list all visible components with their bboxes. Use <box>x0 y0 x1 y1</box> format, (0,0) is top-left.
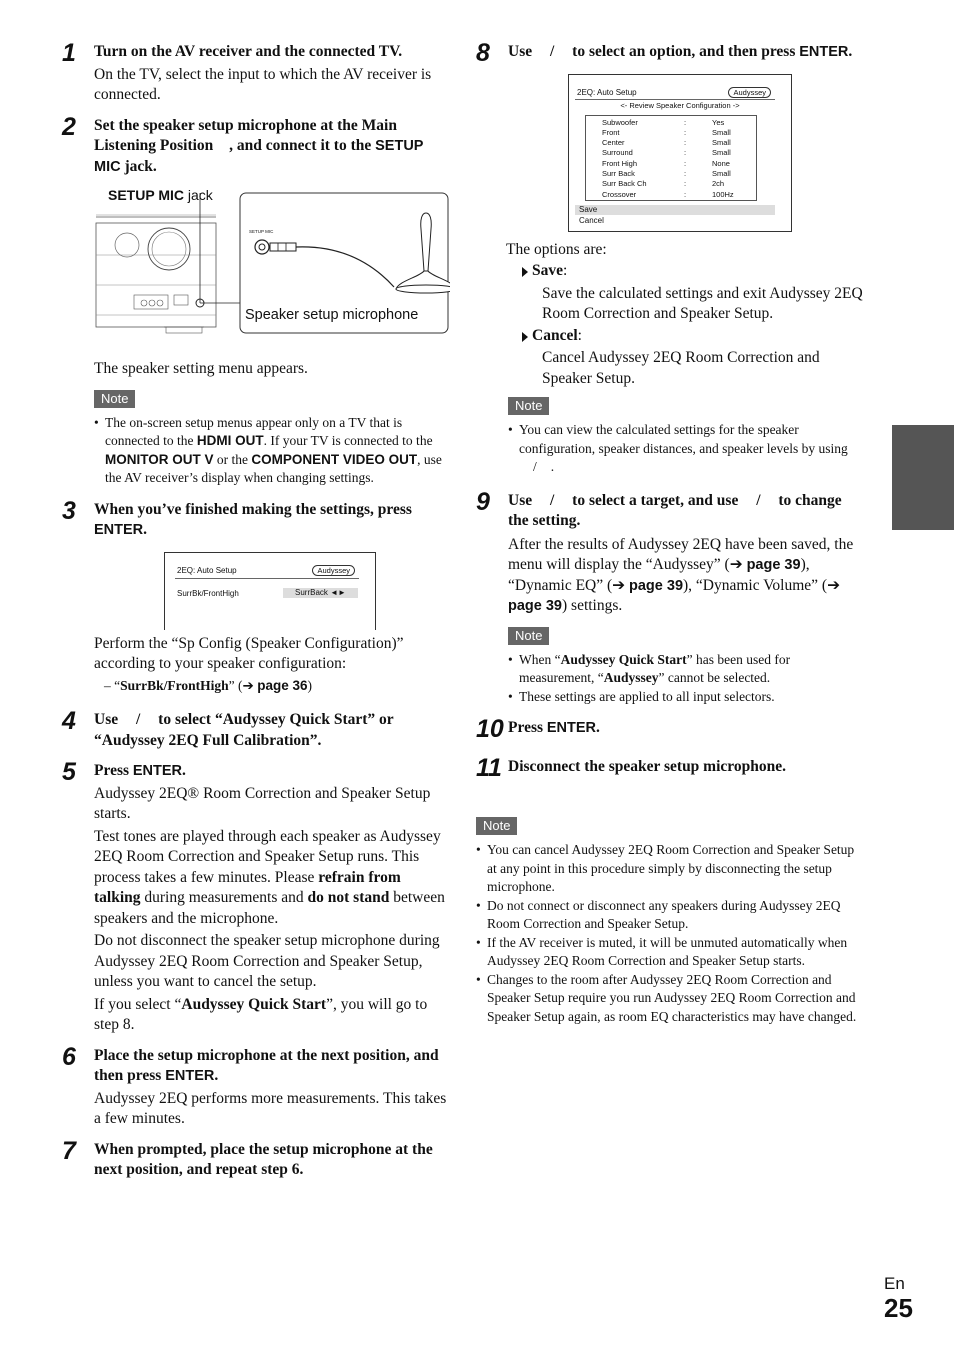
config-row-label: Surr Back <box>602 168 635 178</box>
step-body: On the TV, select the input to which the AV receiver is connected. <box>94 65 432 103</box>
config-row-value: Small <box>712 127 731 137</box>
note-badge: Note <box>508 627 549 645</box>
triangle-bullet-icon <box>522 267 528 277</box>
config-row <box>602 128 756 138</box>
step-body: Do not disconnect the speaker setup microphone during Audyssey 2EQ Room Correction and Speaker Setup, unless you want to cancel the setup. <box>94 932 440 990</box>
step-title <box>94 116 450 178</box>
step-number: 5 <box>62 758 76 786</box>
step-title: Turn on the AV receiver and the connected TV. <box>94 43 403 60</box>
config-row <box>602 190 756 200</box>
step-number: 3 <box>62 496 76 525</box>
note-item: • When “Audyssey Quick Start” has been used for measurement, “Audyssey” cannot be selected. <box>508 651 864 688</box>
step-number: 6 <box>62 1042 76 1071</box>
note-item: • If the AV receiver is muted, it will be unmuted automatically when Audyssey 2EQ Room Correction and Speaker Setup starts. <box>476 934 864 971</box>
chapter-tab <box>892 425 954 530</box>
config-rows <box>602 118 756 200</box>
mic-caption: Speaker setup microphone <box>245 307 419 323</box>
screen-save-option: Save <box>575 205 775 215</box>
option-cancel: Cancel: Cancel Audyssey 2EQ Room Correction and Speaker Setup. <box>506 326 864 390</box>
step-8 <box>476 39 864 477</box>
note-item: • These settings are applied to all input selectors. <box>508 688 864 707</box>
note-badge: Note <box>508 397 549 415</box>
step-body: If you select “Audyssey Quick Start”, you will go to step 8. <box>94 995 428 1033</box>
note-list <box>508 421 864 477</box>
step-title: When you’ve finished making the settings, press ENTER. <box>94 500 412 538</box>
config-row-label: Crossover <box>602 189 637 199</box>
step-title: Press ENTER. <box>508 719 600 736</box>
step-body: After the results of Audyssey 2EQ have been saved, the menu will display the “Audyssey” (➔ page 39), “Dynamic EQ” (➔ page 39), “Dynamic Volume” (➔ page 39) settings. <box>508 535 854 614</box>
config-row <box>602 169 756 179</box>
config-row <box>602 138 756 148</box>
step-title: When prompted, place the setup microphone at the next position, and repeat step 6. <box>94 1140 433 1178</box>
config-row-colon: : <box>684 189 687 199</box>
language-label: En <box>884 1274 905 1293</box>
step-body: Audyssey 2EQ® Room Correction and Speaker Setup starts. <box>94 784 431 822</box>
page-number: 25 <box>884 1293 913 1323</box>
config-row <box>602 148 756 158</box>
note-list <box>476 841 864 1026</box>
step-sub-item: – “SurrBk/FrontHigh” (➔ page 36) <box>104 677 312 693</box>
screen-badge: Audyssey <box>312 565 355 576</box>
config-row-colon: : <box>684 168 687 178</box>
step-1 <box>62 39 450 106</box>
step-body: The speaker setting menu appears. <box>94 360 308 377</box>
config-row <box>602 179 756 189</box>
screen-title: 2EQ: Auto Setup <box>177 565 237 575</box>
step-number: 1 <box>62 39 76 67</box>
screen-cancel-option: Cancel <box>579 215 604 225</box>
note-item: • You can view the calculated settings for the speaker configuration, speaker distances, and speaker levels by using / . <box>508 421 864 477</box>
note-item: • You can cancel Audyssey 2EQ Room Correction and Speaker Setup at any point in this procedure simply by disconnecting the setup microphone. <box>476 841 864 897</box>
step-body: Perform the “Sp Config (Speaker Configuration)” according to your speaker configuration: <box>94 634 404 672</box>
config-row-value: 2ch <box>712 179 725 189</box>
step-title: Place the setup microphone at the next position, and then press ENTER. <box>94 1046 439 1084</box>
step-number: 11 <box>476 753 502 782</box>
config-row <box>602 118 756 128</box>
note-item: • The on-screen setup menus appear only on a TV that is connected to the HDMI OUT. If your TV is connected to the MONITOR OUT V or the COMPONENT VIDEO OUT, use the AV receiver’s display when changing settings. <box>94 414 450 488</box>
final-notes <box>476 807 864 1026</box>
config-row-colon: : <box>684 148 687 158</box>
jack-label: SETUP MIC jack <box>108 187 213 203</box>
note-badge: Note <box>476 817 517 835</box>
page-footer <box>884 1274 913 1322</box>
config-row-label: Front <box>602 127 620 137</box>
step-title: Disconnect the speaker setup microphone. <box>508 757 786 775</box>
osd-screen-surrback <box>164 552 376 630</box>
option-save: Save: Save the calculated settings and exit Audyssey 2EQ Room Correction and Speaker Setup. <box>506 261 864 325</box>
step-number: 7 <box>62 1136 76 1165</box>
note-badge: Note <box>94 390 135 408</box>
screen-row-label: SurrBk/FrontHigh <box>177 588 239 598</box>
note-item: • Changes to the room after Audyssey 2EQ Room Correction and Speaker Setup require you run Audyssey 2EQ Room Correction and Speaker Setup again, as room EQ characteristics may have changed. <box>476 971 864 1027</box>
step-2 <box>62 112 450 488</box>
config-row-colon: : <box>684 117 687 127</box>
panel-label: SETUP MIC <box>249 229 274 234</box>
config-row-label: Center <box>602 138 625 148</box>
step-title: Press ENTER. <box>94 762 186 779</box>
step-9 <box>476 487 864 707</box>
config-row-colon: : <box>684 127 687 137</box>
config-row-label: Surr Back Ch <box>602 179 647 189</box>
step-4 <box>62 707 450 751</box>
triangle-bullet-icon <box>522 332 528 342</box>
config-row-label: Surround <box>602 148 633 158</box>
title-part: , and connect it to the <box>229 137 372 154</box>
config-row-colon: : <box>684 179 687 189</box>
config-row-colon: : <box>684 138 687 148</box>
config-row-value: None <box>712 158 730 168</box>
config-row-value: Small <box>712 148 731 158</box>
note-list <box>94 414 450 488</box>
left-column <box>62 39 450 1191</box>
config-row-colon: : <box>684 158 687 168</box>
step-number: 2 <box>62 112 76 141</box>
screen-title: 2EQ: Auto Setup <box>577 87 637 97</box>
setup-mic-diagram <box>94 185 450 345</box>
step-10 <box>476 715 864 743</box>
options-intro: The options are: <box>506 240 607 258</box>
screen-subtitle: <- Review Speaker Configuration -> <box>620 100 740 110</box>
osd-screen-review-config <box>568 74 792 232</box>
step-body: Test tones are played through each speaker as Audyssey 2EQ Room Correction and Speaker Setup runs. This process takes a few minutes. Please refrain from talking during measurements and do not stand between speakers and the microphone. <box>94 827 445 927</box>
title-part: jack. <box>124 157 157 175</box>
note-list <box>508 651 864 707</box>
title-part: Set the speaker setup microphone at the Main Listening Position <box>94 116 397 154</box>
step-3 <box>62 496 450 697</box>
step-number: 9 <box>476 487 490 516</box>
config-table <box>585 115 757 201</box>
config-row-label: Subwoofer <box>602 117 638 127</box>
config-row-value: Small <box>712 138 731 148</box>
step-number: 8 <box>476 39 490 67</box>
step-6 <box>62 1042 450 1130</box>
right-column <box>476 39 864 1026</box>
screen-badge: Audyssey <box>728 87 771 98</box>
step-title: Use / to select an option, and then press ENTER. <box>508 43 853 60</box>
config-row-value: Small <box>712 168 731 178</box>
step-7 <box>62 1136 450 1181</box>
config-row-value: 100Hz <box>712 189 734 199</box>
step-title: Use / to select “Audyssey Quick Start” or “Audyssey 2EQ Full Calibration”. <box>94 711 394 749</box>
step-5 <box>62 758 450 1036</box>
title-key: SETUP MIC <box>94 138 424 175</box>
note-item: • Do not connect or disconnect any speakers during Audyssey 2EQ Room Correction and Speaker Setup. <box>476 897 864 934</box>
step-11 <box>476 753 864 782</box>
step-number: 4 <box>62 707 76 735</box>
step-title: Use / to select a target, and use / to change the setting. <box>508 491 842 529</box>
step-number: 10 <box>476 715 504 743</box>
screen-row-value: SurrBack ◄► <box>283 588 358 598</box>
step-body: Audyssey 2EQ performs more measurements. This takes a few minutes. <box>94 1089 447 1127</box>
config-row-label: Front High <box>602 158 638 168</box>
config-row-value: Yes <box>712 117 725 127</box>
config-row <box>602 159 756 169</box>
